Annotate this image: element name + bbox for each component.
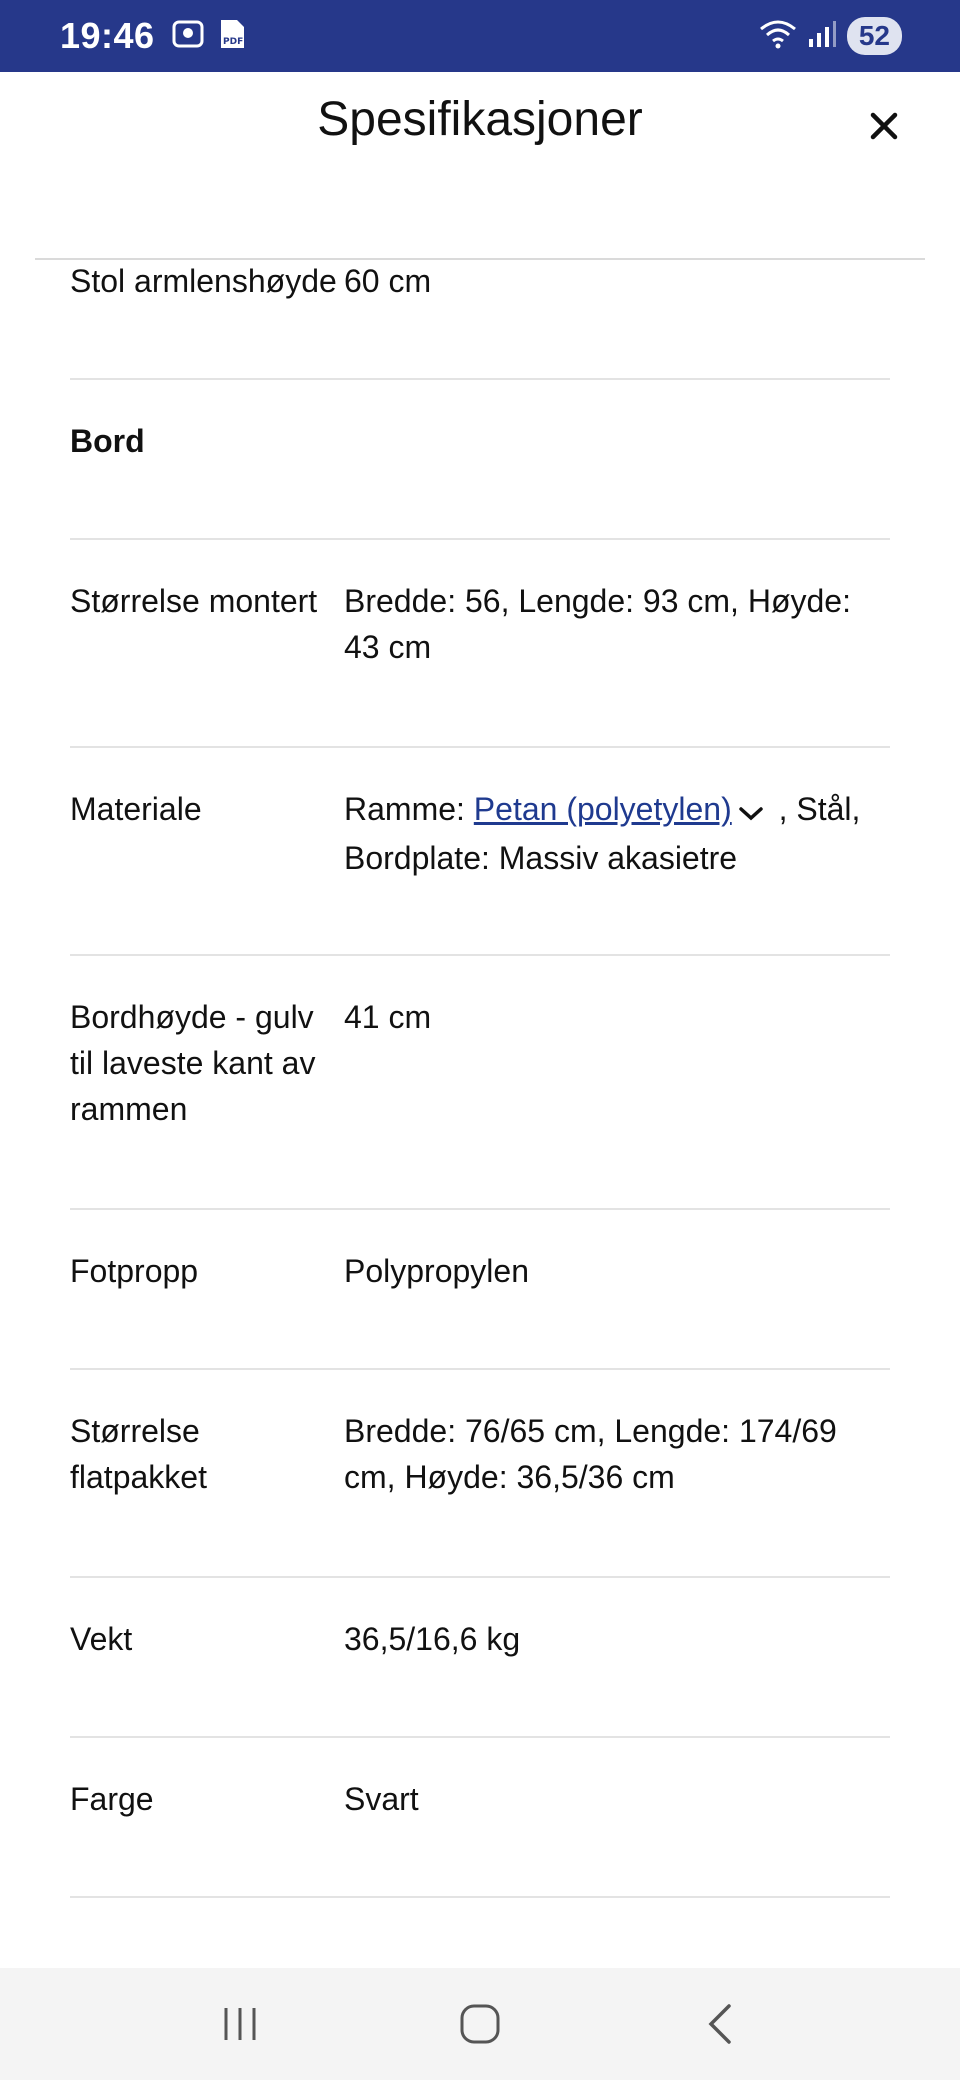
spec-value bbox=[344, 418, 890, 538]
battery-indicator: 52 bbox=[847, 17, 902, 55]
spec-label: Materiale bbox=[70, 791, 202, 827]
spec-label: Farge bbox=[70, 1781, 154, 1817]
wifi-icon bbox=[759, 19, 797, 54]
spec-label: Størrelse montert bbox=[70, 583, 318, 619]
spec-label: Fotpropp bbox=[70, 1253, 199, 1289]
spec-label: Stol armlenshøyde bbox=[70, 263, 337, 299]
close-icon bbox=[869, 111, 899, 141]
screenshot-icon bbox=[171, 19, 205, 54]
status-icons-left bbox=[171, 18, 247, 55]
home-button[interactable] bbox=[440, 1994, 520, 2054]
close-button[interactable] bbox=[862, 104, 906, 148]
spec-value: 41 cm bbox=[344, 999, 432, 1035]
section-title: Bord bbox=[70, 423, 145, 459]
back-button[interactable] bbox=[680, 1994, 760, 2054]
spec-list bbox=[0, 260, 960, 1898]
home-icon bbox=[459, 2003, 501, 2045]
status-bar bbox=[0, 0, 960, 72]
spec-label: Størrelse flatpakket bbox=[70, 1413, 207, 1495]
page-title: Spesifikasjoner bbox=[317, 93, 643, 146]
spec-row bbox=[70, 1210, 890, 1370]
spec-value: Svart bbox=[344, 1781, 419, 1817]
spec-label: Bordhøyde - gulv til laveste kant av rammen bbox=[70, 999, 316, 1127]
spec-value: Bredde: 76/65 cm, Lengde: 174/69 cm, Høyde: 36,5/36 cm bbox=[344, 1413, 837, 1495]
spec-row bbox=[70, 956, 890, 1210]
spec-label: Vekt bbox=[70, 1621, 133, 1657]
spec-row bbox=[70, 540, 890, 748]
spec-row bbox=[70, 1578, 890, 1738]
spec-value: 36,5/16,6 kg bbox=[344, 1621, 521, 1657]
spec-row bbox=[70, 748, 890, 956]
spec-value: Polypropylen bbox=[344, 1253, 529, 1289]
status-icons-right bbox=[759, 17, 902, 55]
spec-value: Bredde: 56, Lengde: 93 cm, Høyde: 43 cm bbox=[344, 583, 851, 665]
back-icon bbox=[705, 2003, 735, 2045]
svg-text:PDF: PDF bbox=[222, 36, 243, 47]
system-nav-bar bbox=[0, 1968, 960, 2080]
recent-apps-button[interactable] bbox=[200, 1994, 280, 2054]
status-time: 19:46 bbox=[60, 15, 155, 56]
recent-apps-icon bbox=[220, 2006, 260, 2042]
material-prefix: Ramme: bbox=[344, 791, 474, 827]
material-link[interactable]: Petan (polyetylen) bbox=[473, 791, 732, 827]
spec-row bbox=[70, 1738, 890, 1898]
spec-row bbox=[70, 260, 890, 380]
spec-value: 60 cm bbox=[344, 263, 432, 299]
pdf-icon bbox=[217, 18, 247, 55]
material-suffix: , Stål, Bordplate: Massiv akasietre bbox=[344, 791, 861, 876]
spec-content[interactable] bbox=[0, 260, 960, 1968]
spec-section-header bbox=[70, 380, 890, 540]
spec-row bbox=[70, 1370, 890, 1578]
signal-icon bbox=[807, 19, 837, 54]
chevron-down-icon[interactable] bbox=[738, 789, 764, 835]
spec-value bbox=[344, 786, 890, 954]
